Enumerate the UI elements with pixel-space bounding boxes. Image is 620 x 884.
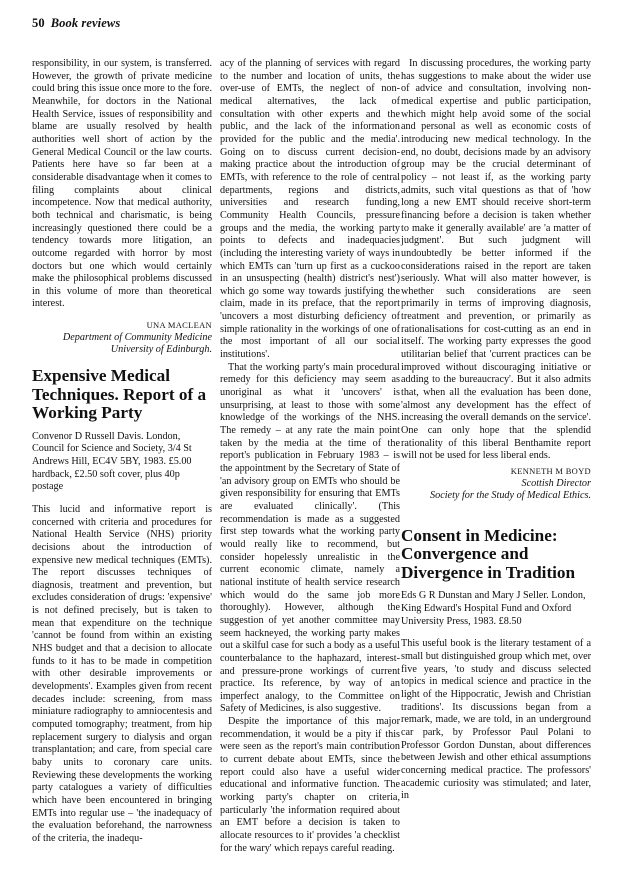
- review2-paragraph: That the working party's main procedural remedy for this deficiency may seem as unoriginal as what it 'uncovers' is unsurprising, at least to those with some knowledge of the workings of the NHS. The remedy – at any rate the main point taken by the media at the time of the report's publication in February 1983 – is the appointment by the Secretary of State of 'an advisory group on EMTs who should be given responsibility for ensuring that EMTs are evaluated clinically'. (This recommendation is made as a suggested first step towards what the working party would really like to recommend, but consider hopelessly unrealistic in the current economic climate, namely a national institute of health service research which would do the same job more thoroughly). However, although the suggestion of yet another committee may seem hackneyed, the working party makes out a skilful case for such a body as a useful counterbalance to the haphazard, interest- and pressure-prone workings of current practice. Its reference, by way of an imperfect analogy, to the Committee on Safety of Medicines, is also suggestive.: [220, 361, 400, 715]
- review2-bibliographic-details: Convenor D Russell Davis. London, Council for Science and Society, 3/4 St Andrews Hill, EC4V 5BY, 1983. £5.00 hardback, £2.50 soft cover, plus 40p postage: [32, 430, 192, 493]
- review2-paragraph: Despite the importance of this major recommendation, it would be a pity if this were seen as the report's main contribution to current debate about EMTs, since the report could also have a useful wider educational and informative function. The working party's chapter on criteria, particularly 'the information required about an EMT before a decision is taken to allocate resources to it' provides 'a checklist for the wary' which repays careful reading.: [220, 716, 400, 854]
- reviewer-name: KENNETH M BOYD: [510, 466, 591, 476]
- review2-paragraph: In discussing procedures, the working party has suggestions to make about the wider use of advice and consultation, involving non-medical expertise and public participation, which might help avoid some of the social and personal as well as economic costs of introducing new medical technology. In the end, no doubt, decisions made by an advisory group may be the crucial determinant of policy – not least if, as the working party admits, such vital questions as that of 'how long a new EMT should receive short-term financing before a decision is taken whether to make it generally available' are 'a matter of judgment'. But such judgment will undoubtedly be better informed if the considerations raised in the report are taken seriously. What will also matter however, is whether such considerations are seen primarily in terms of improving diagnosis, treatment and prevention, or primarily as rationalisations for cost-cutting as an end in itself. The working party expresses the good utilitarian belief that 'current practices can be improved without discouraging initiative or adding to the bureaucracy'. But it also admits that, when all the evaluation has been done, 'almost any development has the effect of increasing the overall demands on the service'. One can only hope that the splendid rationality of this liberal Benthamite report will not be used for less liberal ends.: [401, 58, 591, 462]
- review3-bibliographic-details: Eds G R Dunstan and Mary J Seller. London, King Edward's Hospital Fund and Oxford University Press, 1983. £8.50: [401, 590, 586, 627]
- running-header: [32, 16, 120, 31]
- section-title: Book reviews: [50, 16, 121, 30]
- review2-title: Expensive Medical Techniques. Report of a Working Party: [32, 366, 207, 423]
- review1-closing-paragraph: responsibility, in our system, is transferred. However, the growth of private medicine could bring this issue once more to the fore. Meanwhile, for doctors in the National Health Service, issues of responsibility and blame are usually resolved by health authorities well short of action by the General Medical Council or the law courts. Patients here have so far been at a considerable disadvantage when it comes to filing complaints about clinical incompetence. Now that medical authority, both technical and charismatic, is being increasingly questioned there could be a tendency towards more litigation, an outcome regarded with horror by most doctors but one which would certainly make the philosophical problems discussed in this volume of more than theoretical interest.: [32, 58, 212, 310]
- reviewer-affiliation: University of Edinburgh.: [110, 344, 212, 356]
- reviewer-name: UNA MACLEAN: [146, 320, 212, 331]
- reviewer-affiliation: Department of Community Medicine: [62, 331, 212, 343]
- review1-signature: [32, 319, 212, 357]
- review3-title: Consent in Medicine: Convergence and Divergence in Tradition: [401, 525, 576, 582]
- review2-signature: [401, 465, 591, 503]
- page-number: 50: [32, 16, 45, 30]
- reviewer-affiliation: Society for the Study of Medical Ethics.: [430, 490, 591, 502]
- review2-paragraph: This lucid and informative report is concerned with criteria and procedures for National Health Service (NHS) priority decisions about the introduction of expensive new medical techniques (EMTs). The report discusses techniques of diagnosis, treatment and prevention, but excludes consideration of drugs: 'expensive' is not defined precisely, but is taken to mean that expenditure on the technique 'cannot be found from within an existing NHS budget and that a decision to allocate funds to it has to be made in competition with other desirable improvements or developments'. Examples given from recent decades include: screening, from mass miniature radiography to amniocentesis and computed tomography; treatment, from hip replacement surgery to dialysis and organ transplantation; and care, from special care baby units to coronary care units. Reviewing these developments the working party catalogues a variety of difficulties which have been encountered in bringing EMTs into regular use – 'the inadequacy of the evaluation beforehand, the narrowness of the criteria, the inadequ-: [32, 503, 212, 844]
- column-middle: [220, 58, 400, 855]
- column-right: [401, 58, 591, 803]
- review3-paragraph: This useful book is the literary testament of a small but distinguished group which met, over five years, 'to study and discuss selected topics in medical science and practice in the light of the Hippocratic, Jewish and Christian traditions'. Its discussions began from a remark, made, we are told, in an underground car park, by Professor Paul Polani to Professor Gordon Dunstan, about differences between Jewish and other ethical assumptions concerning medical practice. The professors' academic curiosity was stimulated; and later, in: [401, 638, 591, 802]
- column-left: [32, 58, 212, 846]
- review2-paragraph: acy of the planning of services with regard to the number and location of units, the over-use of EMTs, the neglect of non-medical alternatives, the lack of consultation with other experts and the public, and the lack of the information provided for the public and the media'. Going on to discuss current decision-making practice about the introduction of EMTs, with reference to the role of central departments, regions and districts, universities and research funding, Community Health Councils, pressure groups and the media, the working party points to defects and inadequacies (including the interesting variety of ways in which EMTs can 'turn up first as a cuckoo in an unsuspecting (health) district's nest') which go some way towards justifying the claim, made in its preface, that the report 'uncovers a most disturbing deficiency of simple rationality in the workings of one of the most important of all our social institutions'.: [220, 58, 400, 361]
- reviewer-affiliation: Scottish Director: [521, 477, 591, 489]
